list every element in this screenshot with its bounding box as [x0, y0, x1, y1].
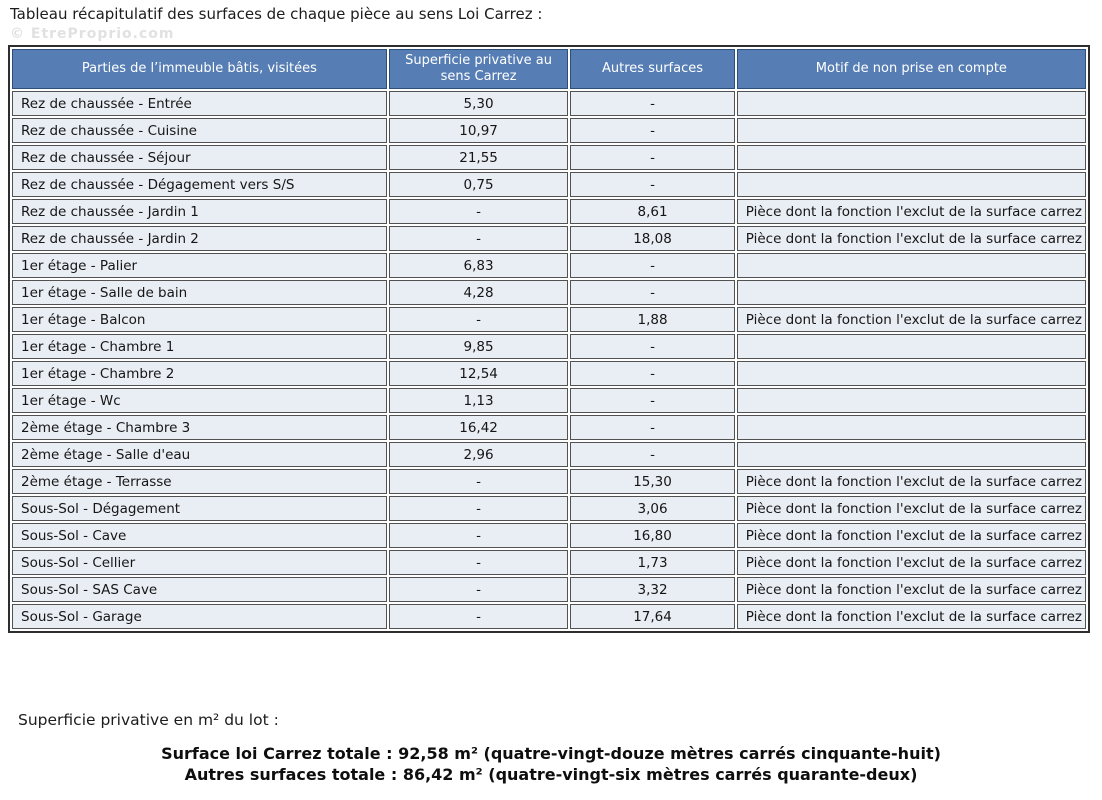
- table-row: [12, 307, 1086, 332]
- carrez-surface-cell: 2,96: [389, 442, 568, 467]
- carrez-surface-cell: 4,28: [389, 280, 568, 305]
- watermark: © EtreProprio.com: [10, 26, 175, 42]
- carrez-surface-cell: 10,97: [389, 118, 568, 143]
- carrez-surface-cell: 12,54: [389, 361, 568, 386]
- other-surface-cell: 3,06: [570, 496, 734, 521]
- other-surface-cell: 1,88: [570, 307, 734, 332]
- carrez-surface-cell: -: [389, 226, 568, 251]
- other-surface-cell: -: [570, 415, 734, 440]
- room-cell: Sous-Sol - Garage: [12, 604, 387, 629]
- room-cell: 2ème étage - Salle d'eau: [12, 442, 387, 467]
- table-row: [12, 226, 1086, 251]
- other-surface-cell: -: [570, 145, 734, 170]
- other-surface-cell: -: [570, 172, 734, 197]
- other-surface-cell: 16,80: [570, 523, 734, 548]
- table-row: [12, 334, 1086, 359]
- room-cell: Rez de chaussée - Entrée: [12, 91, 387, 116]
- table-row: [12, 604, 1086, 629]
- motif-cell: [737, 280, 1086, 305]
- carrez-surface-cell: 5,30: [389, 91, 568, 116]
- room-cell: 1er étage - Palier: [12, 253, 387, 278]
- room-cell: 2ème étage - Terrasse: [12, 469, 387, 494]
- room-cell: Sous-Sol - Dégagement: [12, 496, 387, 521]
- other-surface-cell: -: [570, 442, 734, 467]
- other-surface-cell: 15,30: [570, 469, 734, 494]
- column-header-parties: Parties de l’immeuble bâtis, visitées: [12, 49, 387, 89]
- motif-cell: [737, 118, 1086, 143]
- room-cell: Sous-Sol - Cave: [12, 523, 387, 548]
- table-row: [12, 199, 1086, 224]
- table-row: [12, 118, 1086, 143]
- carrez-total-line: Surface loi Carrez totale : 92,58 m² (quatre-vingt-douze mètres carrés cinquante-huit): [161, 744, 941, 763]
- page-title: Tableau récapitulatif des surfaces de chaque pièce au sens Loi Carrez :: [10, 5, 543, 23]
- table-row: [12, 496, 1086, 521]
- table-row: [12, 361, 1086, 386]
- carrez-surface-cell: -: [389, 550, 568, 575]
- table-header-row: [12, 49, 1086, 89]
- motif-cell: [737, 91, 1086, 116]
- autres-total-line: Autres surfaces totale : 86,42 m² (quatre-vingt-six mètres carrés quarante-deux): [184, 765, 918, 784]
- carrez-surface-cell: 16,42: [389, 415, 568, 440]
- other-surface-cell: 1,73: [570, 550, 734, 575]
- room-cell: Sous-Sol - Cellier: [12, 550, 387, 575]
- room-cell: 1er étage - Wc: [12, 388, 387, 413]
- room-cell: Rez de chaussée - Jardin 1: [12, 199, 387, 224]
- motif-cell: Pièce dont la fonction l'exclut de la surface carrez: [737, 307, 1086, 332]
- room-cell: Rez de chaussée - Jardin 2: [12, 226, 387, 251]
- motif-cell: [737, 361, 1086, 386]
- table-body: [12, 91, 1086, 629]
- motif-cell: [737, 442, 1086, 467]
- room-cell: Sous-Sol - SAS Cave: [12, 577, 387, 602]
- column-header-motif: Motif de non prise en compte: [737, 49, 1086, 89]
- other-surface-cell: 3,32: [570, 577, 734, 602]
- motif-cell: Pièce dont la fonction l'exclut de la surface carrez: [737, 577, 1086, 602]
- room-cell: Rez de chaussée - Séjour: [12, 145, 387, 170]
- other-surface-cell: -: [570, 388, 734, 413]
- carrez-surfaces-table: [8, 45, 1090, 633]
- table-row: [12, 172, 1086, 197]
- carrez-surface-cell: -: [389, 199, 568, 224]
- column-header-superficie-carrez: Superficie privative au sens Carrez: [389, 49, 568, 89]
- other-surface-cell: -: [570, 253, 734, 278]
- carrez-surface-cell: 6,83: [389, 253, 568, 278]
- room-cell: 2ème étage - Chambre 3: [12, 415, 387, 440]
- table-row: [12, 145, 1086, 170]
- table-row: [12, 280, 1086, 305]
- carrez-surface-cell: 9,85: [389, 334, 568, 359]
- motif-cell: Pièce dont la fonction l'exclut de la surface carrez: [737, 523, 1086, 548]
- motif-cell: [737, 172, 1086, 197]
- room-cell: 1er étage - Balcon: [12, 307, 387, 332]
- carrez-surface-cell: -: [389, 496, 568, 521]
- table-row: [12, 253, 1086, 278]
- table-row: [12, 550, 1086, 575]
- carrez-surface-cell: -: [389, 469, 568, 494]
- carrez-surface-cell: 1,13: [389, 388, 568, 413]
- other-surface-cell: -: [570, 280, 734, 305]
- motif-cell: Pièce dont la fonction l'exclut de la surface carrez: [737, 496, 1086, 521]
- room-cell: 1er étage - Chambre 1: [12, 334, 387, 359]
- table-row: [12, 523, 1086, 548]
- table-row: [12, 442, 1086, 467]
- motif-cell: [737, 388, 1086, 413]
- motif-cell: [737, 253, 1086, 278]
- other-surface-cell: -: [570, 361, 734, 386]
- carrez-surface-cell: -: [389, 523, 568, 548]
- motif-cell: Pièce dont la fonction l'exclut de la surface carrez: [737, 550, 1086, 575]
- motif-cell: [737, 415, 1086, 440]
- other-surface-cell: -: [570, 334, 734, 359]
- carrez-surface-cell: 0,75: [389, 172, 568, 197]
- table-row: [12, 388, 1086, 413]
- other-surface-cell: -: [570, 91, 734, 116]
- other-surface-cell: 18,08: [570, 226, 734, 251]
- table-row: [12, 415, 1086, 440]
- totals-block: [0, 743, 1102, 785]
- room-cell: 1er étage - Salle de bain: [12, 280, 387, 305]
- other-surface-cell: 17,64: [570, 604, 734, 629]
- motif-cell: Pièce dont la fonction l'exclut de la surface carrez: [737, 604, 1086, 629]
- lot-surface-label: Superficie privative en m² du lot :: [18, 711, 279, 729]
- column-header-autres-surfaces: Autres surfaces: [570, 49, 734, 89]
- motif-cell: Pièce dont la fonction l'exclut de la surface carrez: [737, 226, 1086, 251]
- carrez-surface-cell: -: [389, 604, 568, 629]
- motif-cell: Pièce dont la fonction l'exclut de la surface carrez: [737, 469, 1086, 494]
- carrez-surface-cell: -: [389, 307, 568, 332]
- motif-cell: [737, 334, 1086, 359]
- room-cell: 1er étage - Chambre 2: [12, 361, 387, 386]
- table-row: [12, 469, 1086, 494]
- room-cell: Rez de chaussée - Cuisine: [12, 118, 387, 143]
- carrez-surface-cell: -: [389, 577, 568, 602]
- table-row: [12, 577, 1086, 602]
- other-surface-cell: -: [570, 118, 734, 143]
- motif-cell: [737, 145, 1086, 170]
- table-row: [12, 91, 1086, 116]
- motif-cell: Pièce dont la fonction l'exclut de la surface carrez: [737, 199, 1086, 224]
- carrez-surface-cell: 21,55: [389, 145, 568, 170]
- room-cell: Rez de chaussée - Dégagement vers S/S: [12, 172, 387, 197]
- other-surface-cell: 8,61: [570, 199, 734, 224]
